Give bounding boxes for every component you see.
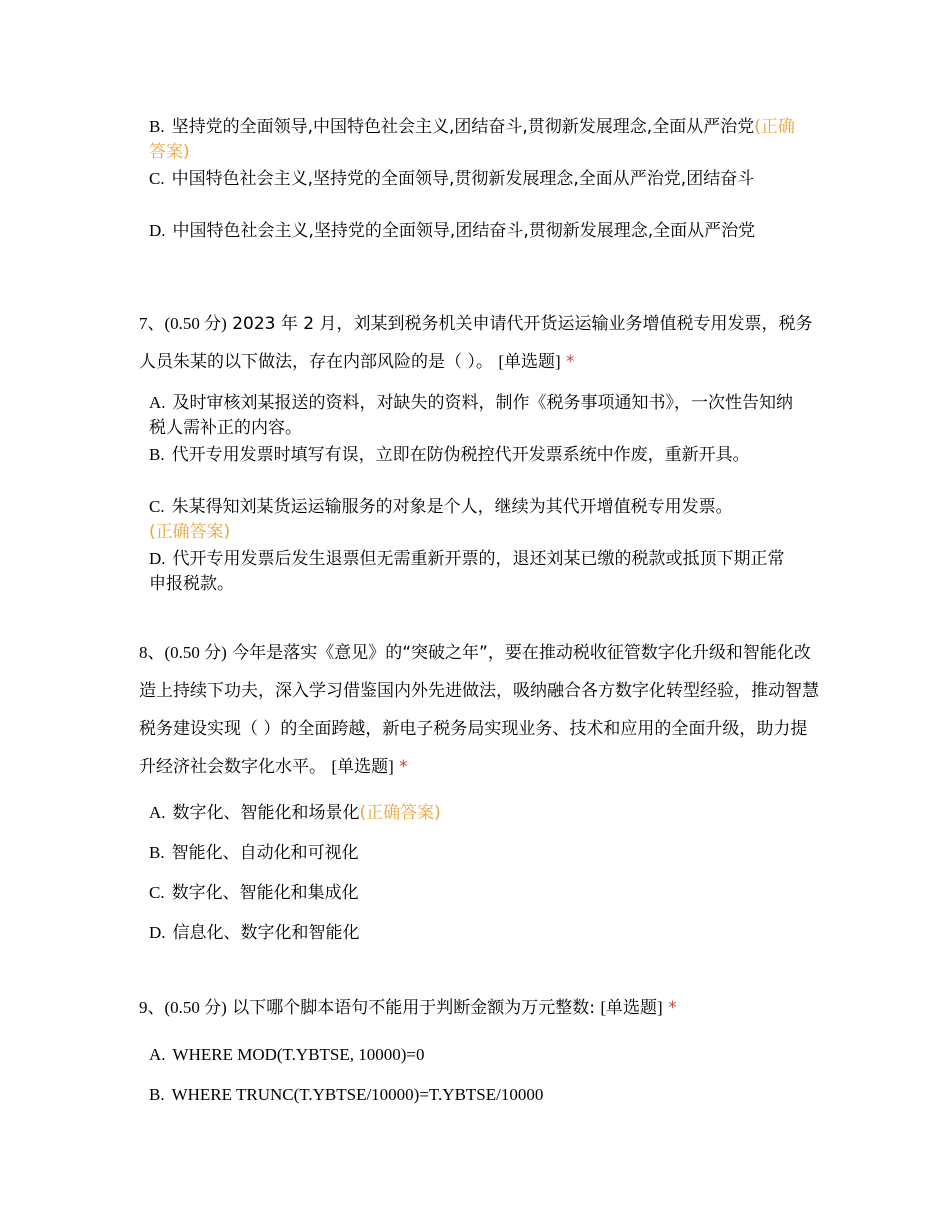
question-7-stem — [139, 305, 819, 381]
option-text: WHERE MOD(T.YBTSE, 10000)=0 — [172, 1045, 425, 1064]
required-mark: * — [566, 352, 575, 372]
option-letter: C. — [149, 883, 165, 902]
option-7-b — [149, 442, 799, 468]
option-letter: A. — [149, 803, 166, 822]
required-mark: * — [399, 757, 408, 777]
question-number: 7、(0.50 分) — [139, 314, 227, 333]
option-6-d — [149, 218, 799, 244]
option-text: 信息化、数字化和智能化 — [172, 923, 360, 943]
option-letter: B. — [149, 445, 165, 464]
question-text: 以下哪个脚本语句不能用于判断金额为万元整数: — [232, 998, 595, 1018]
option-letter: B. — [149, 117, 165, 136]
option-6-c — [149, 166, 799, 192]
question-type: [单选题] — [498, 352, 561, 371]
option-text: 及时审核刘某报送的资料，对缺失的资料，制作《税务事项通知书》，一次性告知纳税人需补正的内容。 — [149, 393, 794, 438]
option-letter: A. — [149, 1045, 166, 1064]
option-letter: B. — [149, 843, 165, 862]
option-6-b — [149, 114, 799, 165]
question-type: [单选题] — [331, 757, 394, 776]
option-8-c — [149, 880, 799, 906]
required-mark: * — [668, 998, 677, 1018]
option-9-a — [149, 1042, 799, 1068]
option-7-a — [149, 390, 799, 441]
option-letter: C. — [149, 169, 165, 188]
option-letter: C. — [149, 497, 165, 516]
option-text: 中国特色社会主义,坚持党的全面领导,贯彻新发展理念,全面从严治党,团结奋斗 — [171, 169, 755, 189]
option-8-a — [149, 800, 799, 826]
option-letter: D. — [149, 221, 166, 240]
correct-answer-label: (正确答案) — [149, 117, 795, 162]
option-text: 代开专用发票时填写有误，立即在防伪税控代开发票系统中作废，重新开具。 — [171, 445, 750, 465]
question-text: 今年是落实《意见》的“突破之年”，要在推动税收征管数字化升级和智能化改造上持续下功夫，深入学习借鉴国内外先进做法，吸纳融合各方数字化转型经验，推动智慧税务建设实现（ ）的全面跨越，新电子税务局实现业务、技术和应用的全面升级，助力提升经济社会数字化水平。 — [139, 643, 819, 777]
option-text: 数字化、智能化和场景化 — [172, 803, 360, 823]
option-letter: D. — [149, 923, 166, 942]
option-8-d — [149, 920, 799, 946]
question-number: 9、(0.50 分) — [139, 998, 227, 1017]
option-letter: B. — [149, 1085, 165, 1104]
option-text: 智能化、自动化和可视化 — [171, 843, 359, 863]
option-text: 数字化、智能化和集成化 — [171, 883, 359, 903]
question-type: [单选题] — [600, 998, 663, 1017]
option-text: 朱某得知刘某货运运输服务的对象是个人，继续为其代开增值税专用发票。 — [171, 497, 733, 517]
correct-answer-label: (正确答案) — [149, 522, 231, 542]
question-text: 2023 年 2 月，刘某到税务机关申请代开货运运输业务增值税专用发票，税务人员朱某的以下做法，存在内部风险的是（ ）。 — [139, 314, 813, 372]
option-text: 代开专用发票后发生退票但无需重新开票的，退还刘某已缴的税款或抵顶下期正常申报税款。 — [149, 549, 785, 594]
option-text: 中国特色社会主义,坚持党的全面领导,团结奋斗,贯彻新发展理念,全面从严治党 — [172, 221, 756, 241]
option-text: 坚持党的全面领导,中国特色社会主义,团结奋斗,贯彻新发展理念,全面从严治党 — [171, 117, 755, 137]
question-9-stem — [139, 989, 819, 1027]
option-8-b — [149, 840, 799, 866]
option-7-c — [149, 494, 799, 545]
question-8-stem — [139, 634, 819, 786]
correct-answer-label: (正确答案) — [359, 803, 441, 823]
option-text: WHERE TRUNC(T.YBTSE/10000)=T.YBTSE/10000 — [171, 1085, 544, 1104]
option-7-d — [149, 546, 799, 597]
option-letter: A. — [149, 393, 166, 412]
question-number: 8、(0.50 分) — [139, 643, 227, 662]
option-letter: D. — [149, 549, 166, 568]
option-9-b — [149, 1082, 799, 1108]
